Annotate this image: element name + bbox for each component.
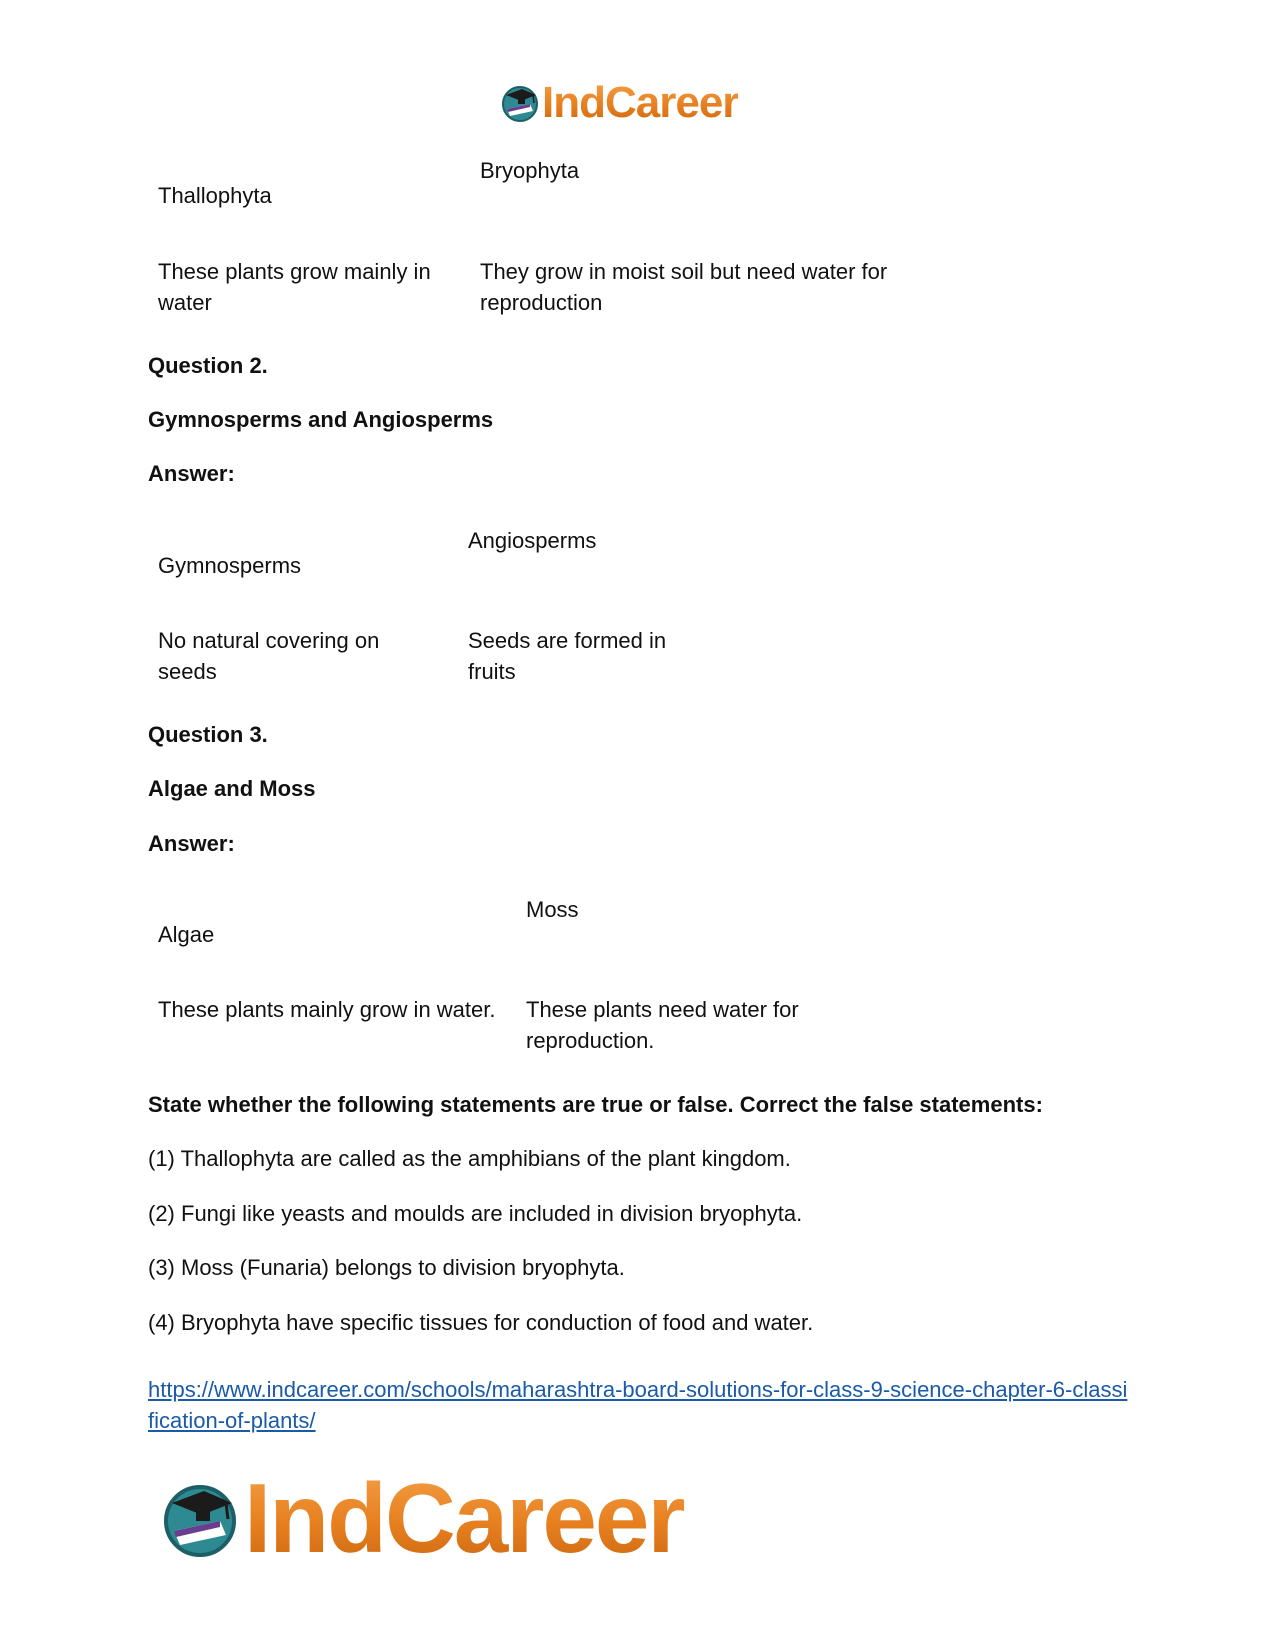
footer-logo[interactable] [160, 1462, 684, 1575]
table2-col1-row1: No natural covering on seeds [158, 628, 380, 684]
table3-col1-header: Algae [158, 922, 215, 947]
table3-col1-row1: These plants mainly grow in water. [158, 997, 496, 1022]
table2-col1-header: Gymnosperms [158, 553, 302, 578]
true-false-item-3: (3) Moss (Funaria) belongs to division bryophyta. [148, 1255, 625, 1280]
logo-text: IndCareer [542, 78, 739, 127]
table2-col2-row1: Seeds are formed in fruits [468, 628, 667, 684]
logo-text: IndCareer [244, 1463, 684, 1573]
table1-col1-row1: These plants grow mainly in water [158, 259, 431, 315]
question-3-label: Question 3. [148, 722, 268, 747]
table3-col2-row1: These plants need water for reproduction. [526, 997, 799, 1053]
table3-col2-header: Moss [526, 897, 579, 922]
table1-col2-header: Bryophyta [480, 158, 580, 183]
question-2-title: Gymnosperms and Angiosperms [148, 407, 494, 432]
source-link[interactable]: https://www.indcareer.com/schools/maharashtra-board-solutions-for-class-9-science-chapter-6-classification-of-plants/ [148, 1377, 1128, 1433]
header-logo[interactable] [500, 78, 738, 128]
table1-col2-row1: They grow in moist soil but need water for reproduction [480, 259, 888, 315]
true-false-item-4: (4) Bryophyta have specific tissues for conduction of food and water. [148, 1310, 814, 1335]
table1-col1-header: Thallophyta [158, 183, 272, 208]
true-false-item-1: (1) Thallophyta are called as the amphibians of the plant kingdom. [148, 1146, 791, 1171]
true-false-item-2: (2) Fungi like yeasts and moulds are included in division bryophyta. [148, 1201, 803, 1226]
question-2-label: Question 2. [148, 353, 268, 378]
question-3-answer-label: Answer: [148, 831, 235, 856]
true-false-heading: State whether the following statements are true or false. Correct the false statements: [148, 1092, 1043, 1117]
question-2-answer-label: Answer: [148, 461, 235, 486]
table2-col2-header: Angiosperms [468, 528, 597, 553]
question-3-title: Algae and Moss [148, 776, 316, 801]
graduation-cap-book-globe-icon [500, 83, 540, 123]
graduation-cap-book-globe-icon [160, 1479, 240, 1559]
